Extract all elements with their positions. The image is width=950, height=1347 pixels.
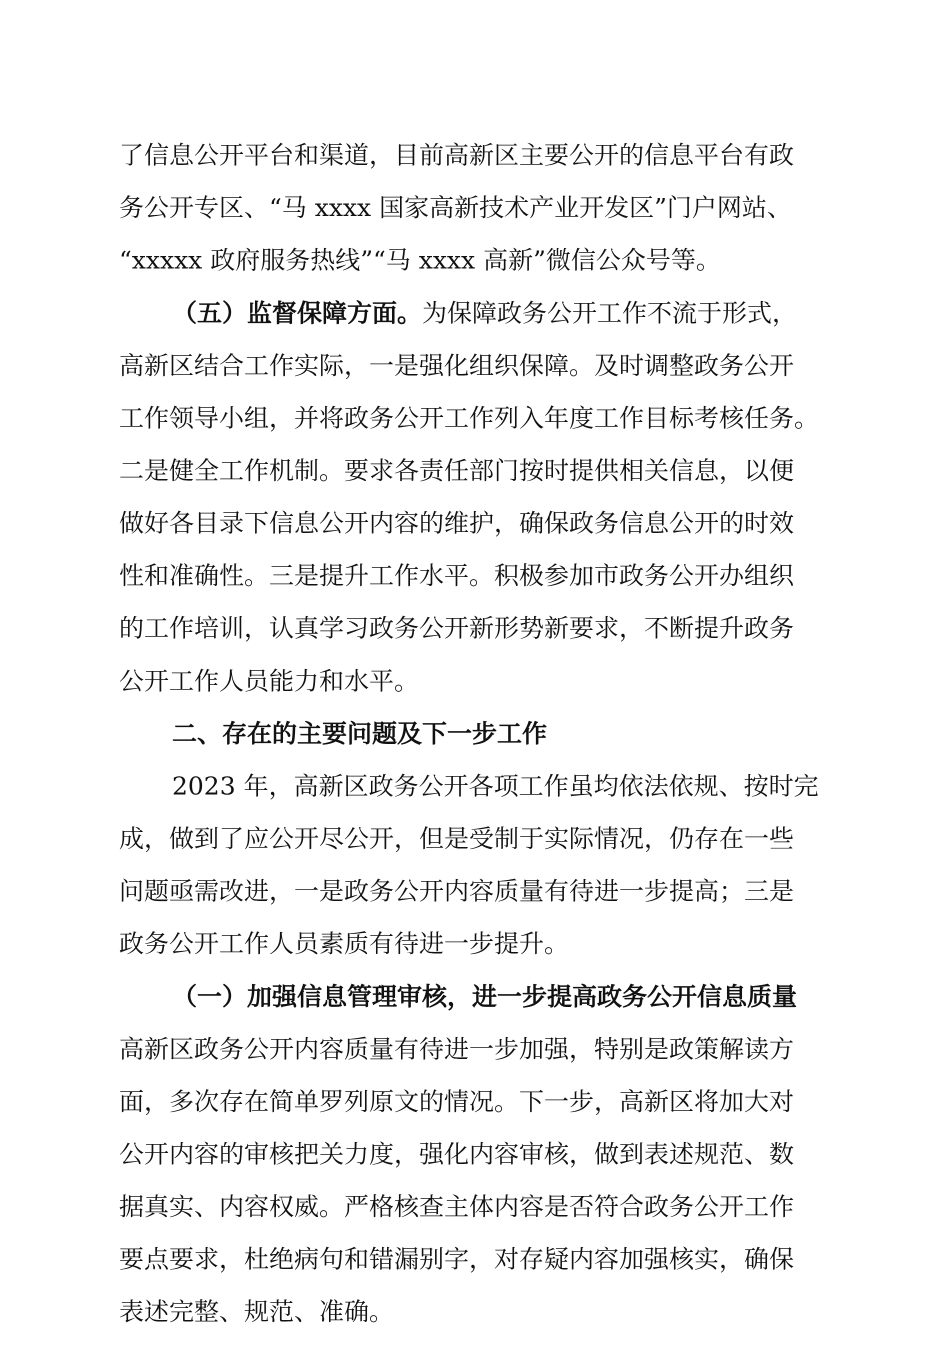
paragraph-2-line-3: 工作领导小组，并将政务公开工作列入年度工作目标考核任务。: [119, 404, 820, 433]
paragraph-2-line-7: 的工作培训，认真学习政务公开新形势新要求，不断提升政务: [119, 614, 795, 643]
paragraph-2-line-5: 做好各目录下信息公开内容的维护，确保政务信息公开的时效: [119, 509, 795, 538]
paragraph-4-line-6: 要点要求，杜绝病句和错漏别字，对存疑内容加强核实，确保: [119, 1245, 795, 1274]
paragraph-3-line-2: 成，做到了应公开尽公开，但是受制于实际情况，仍存在一些: [119, 824, 795, 853]
paragraph-4-title: [0, 979, 950, 1014]
paragraph-2-line-2: 高新区结合工作实际，一是强化组织保障。及时调整政务公开: [119, 351, 795, 380]
paragraph-2-line-4: 二是健全工作机制。要求各责任部门按时提供相关信息，以便: [119, 456, 795, 485]
paragraph-4-line-2: 高新区政务公开内容质量有待进一步加强，特别是政策解读方: [119, 1034, 795, 1064]
paragraph-4-line-3: 面，多次存在简单罗列原文的情况。下一步，高新区将加大对: [119, 1087, 795, 1116]
paragraph-2-line-1: （五）监督保障方面。 为保障政务公开工作不流于形式，: [0, 296, 950, 331]
paragraph-2-line-8: 公开工作人员能力和水平。: [119, 666, 420, 696]
section-heading: 二、存在的主要问题及下一步工作: [172, 719, 548, 748]
paragraph-4-line-5: 据真实、内容权威。严格核查主体内容是否符合政务公开工作: [119, 1192, 795, 1221]
paragraph-1-line-1: 了信息公开平台和渠道，目前高新区主要公开的信息平台有政: [119, 141, 795, 170]
paragraph-3-line-4: 政务公开工作人员素质有待进一步提升。: [119, 929, 570, 959]
subsection-title-five: （五）监督保障方面。: [172, 298, 423, 328]
subsection-title-one: （一）加强信息管理审核，进一步提高政务公开信息质量: [172, 982, 798, 1011]
paragraph-4-line-7: 表述完整、规范、准确。: [119, 1297, 395, 1327]
paragraph-1-line-2: 务公开专区、“马 xxxx 国家高新技术产业开发区”门户网站、: [119, 193, 792, 222]
paragraph-3-line-1: 2023 年，高新区政务公开各项工作虽均依法依规、按时完: [172, 772, 819, 801]
paragraph-2-line-6: 性和准确性。三是提升工作水平。积极参加市政务公开办组织: [119, 561, 795, 591]
paragraph-4-line-4: 公开内容的审核把关力度，强化内容审核，做到表述规范、数: [119, 1140, 795, 1169]
paragraph-3-line-3: 问题亟需改进，一是政务公开内容质量有待进一步提高；三是: [119, 877, 795, 906]
paragraph-1-line-3: “xxxxx 政府服务热线”“马 xxxx 高新”微信公众号等。: [119, 246, 721, 275]
